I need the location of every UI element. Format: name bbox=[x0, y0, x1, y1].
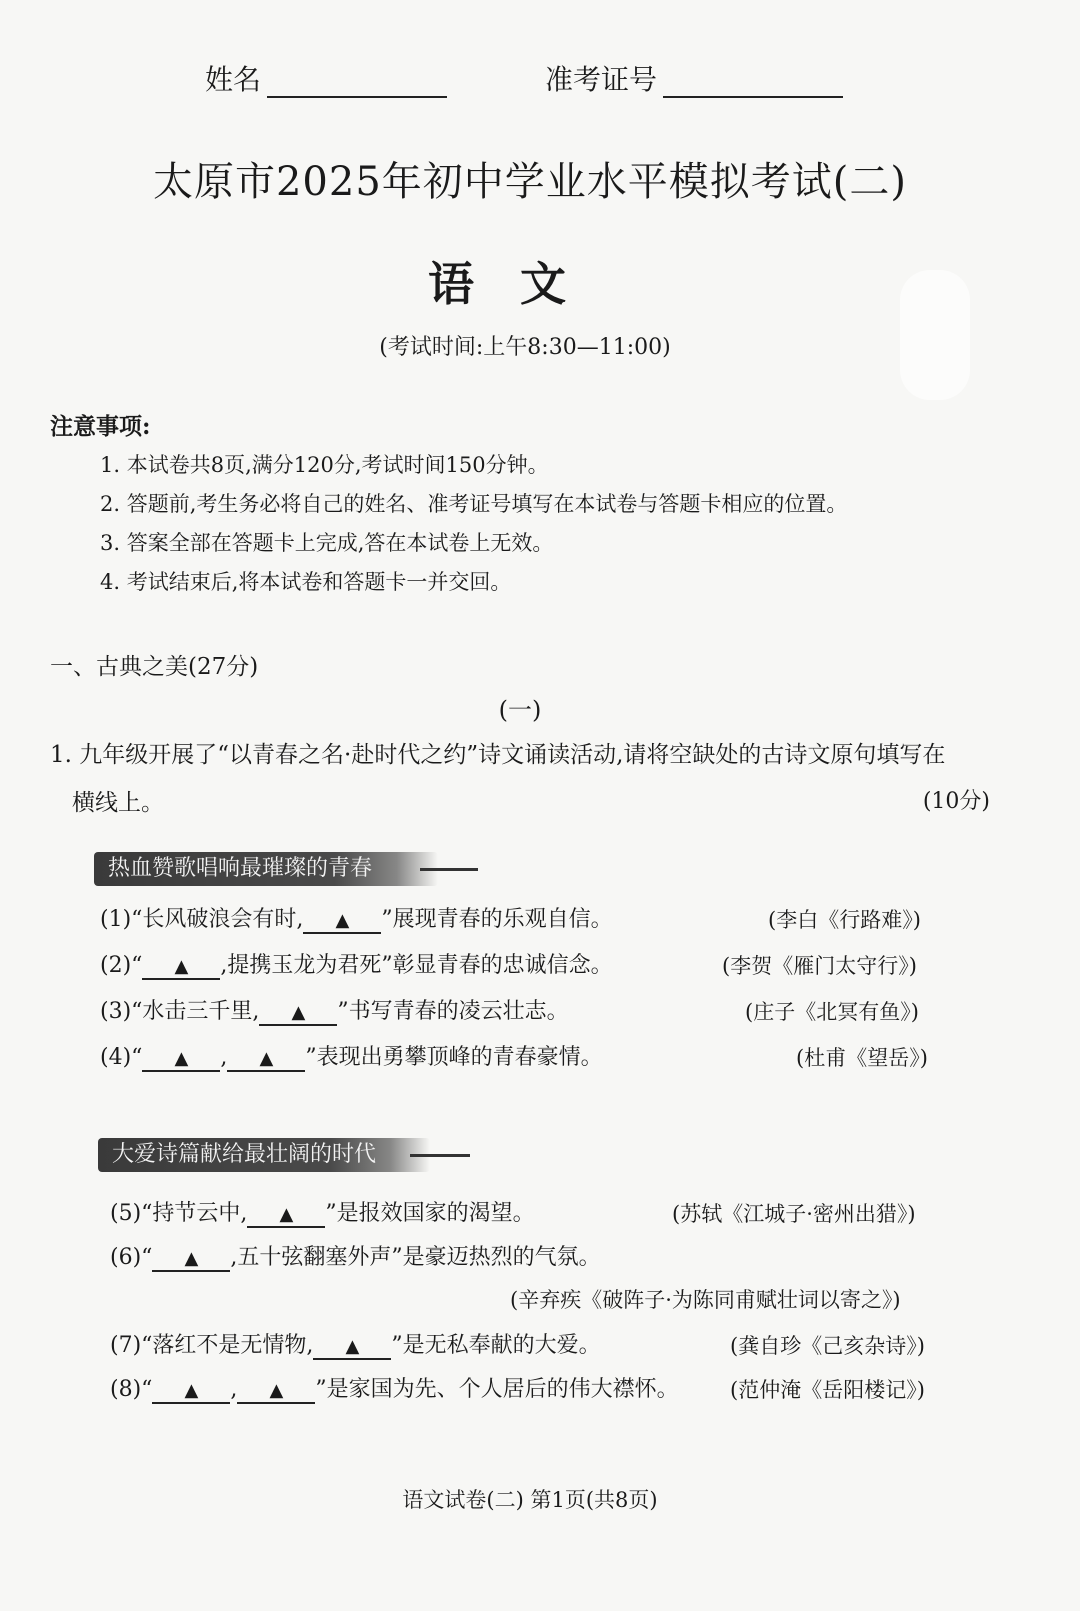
source-3: (庄子《北冥有鱼》) bbox=[745, 1000, 919, 1024]
fill-item-6: (6)“ ▲ ,五十弦翻塞外声”是豪迈热烈的气氛。 bbox=[110, 1245, 601, 1270]
source-8: (范仲淹《岳阳楼记》) bbox=[730, 1378, 925, 1402]
note-item: 3. 答案全部在答题卡上完成,答在本试卷上无效。 bbox=[100, 531, 554, 555]
source-7: (龚自珍《己亥杂诗》) bbox=[730, 1334, 925, 1358]
name-input-line bbox=[267, 70, 447, 98]
question-1-text-cont: 横线上。 bbox=[72, 790, 164, 816]
exam-time: (考试时间:上午8:30—11:00) bbox=[379, 335, 671, 360]
notes-heading: 注意事项: bbox=[50, 413, 151, 440]
question-1-text: 1. 九年级开展了“以青春之名·赴时代之约”诗文诵读活动,请将空缺处的古诗文原句填写在 bbox=[50, 742, 946, 768]
fill-item-2: (2)“ ▲ ,提携玉龙为君死”彰显青春的忠诚信念。 bbox=[100, 953, 613, 978]
exam-number-label: 准考证号 bbox=[545, 63, 658, 96]
exam-number-input-line bbox=[663, 70, 843, 98]
answer-blank[interactable]: ▲ bbox=[152, 1380, 230, 1404]
banner-youth: 热血赞歌唱响最璀璨的青春 bbox=[94, 852, 438, 886]
banner-era: 大爱诗篇献给最壮阔的时代 bbox=[98, 1138, 430, 1172]
part-number: (一) bbox=[498, 696, 542, 724]
answer-blank[interactable]: ▲ bbox=[259, 1002, 337, 1026]
fill-item-7: (7)“落红不是无情物, ▲ ”是无私奉献的大爱。 bbox=[110, 1333, 601, 1358]
answer-blank[interactable]: ▲ bbox=[313, 1336, 391, 1360]
fill-item-8: (8)“ ▲ , ▲ ”是家国为先、个人居后的伟大襟怀。 bbox=[110, 1377, 679, 1402]
question-1-score: (10分) bbox=[922, 789, 990, 814]
banner-tail bbox=[410, 1154, 470, 1157]
fill-item-3: (3)“水击三千里, ▲ ”书写青春的凌云壮志。 bbox=[100, 999, 569, 1024]
exam-number-field bbox=[545, 58, 843, 98]
fill-item-4: (4)“ ▲ , ▲ ”表现出勇攀顶峰的青春豪情。 bbox=[100, 1045, 603, 1070]
banner-tail bbox=[420, 868, 478, 871]
section-title: 一、古典之美(27分) bbox=[50, 654, 259, 680]
source-4: (杜甫《望岳》) bbox=[796, 1046, 928, 1070]
exam-title: 太原市2025年初中学业水平模拟考试(二) bbox=[152, 159, 907, 205]
note-item: 4. 考试结束后,将本试卷和答题卡一并交回。 bbox=[100, 570, 512, 594]
answer-blank[interactable]: ▲ bbox=[237, 1380, 315, 1404]
source-5: (苏轼《江城子·密州出猎》) bbox=[672, 1202, 916, 1226]
answer-blank[interactable]: ▲ bbox=[152, 1248, 230, 1272]
source-2: (李贺《雁门太守行》) bbox=[722, 954, 917, 978]
answer-blank[interactable]: ▲ bbox=[247, 1204, 325, 1228]
note-item: 2. 答题前,考生务必将自己的姓名、准考证号填写在本试卷与答题卡相应的位置。 bbox=[100, 492, 848, 516]
answer-blank[interactable]: ▲ bbox=[142, 1048, 220, 1072]
fill-item-1: (1)“长风破浪会有时, ▲ ”展现青春的乐观自信。 bbox=[100, 907, 613, 932]
name-label: 姓名 bbox=[205, 63, 262, 96]
subject-title: 语文 bbox=[428, 257, 612, 311]
answer-blank[interactable]: ▲ bbox=[142, 956, 220, 980]
answer-blank[interactable]: ▲ bbox=[303, 910, 381, 934]
source-6: (辛弃疾《破阵子·为陈同甫赋壮词以寄之》) bbox=[510, 1288, 901, 1312]
name-field bbox=[205, 58, 447, 98]
note-item: 1. 本试卷共8页,满分120分,考试时间150分钟。 bbox=[100, 453, 549, 477]
fill-item-5: (5)“持节云中, ▲ ”是报效国家的渴望。 bbox=[110, 1201, 535, 1226]
answer-blank[interactable]: ▲ bbox=[227, 1048, 305, 1072]
page-footer: 语文试卷(二) 第1页(共8页) bbox=[402, 1488, 658, 1512]
source-1: (李白《行路难》) bbox=[768, 908, 921, 932]
